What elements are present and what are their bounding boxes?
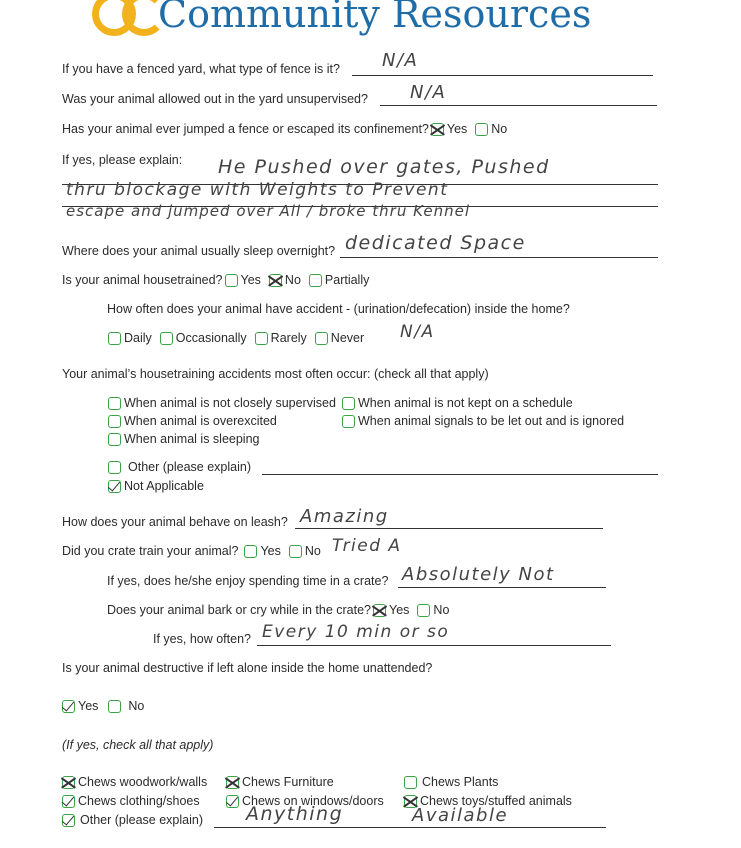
escape-yes-checkbox[interactable] xyxy=(431,123,444,136)
chews-other-option xyxy=(60,813,203,827)
chews-other-answer-1[interactable]: Anything xyxy=(246,803,344,825)
chews-furniture-label: Chews Furniture xyxy=(242,775,334,789)
crate-often-line xyxy=(257,645,611,646)
housetrained-partially-checkbox[interactable] xyxy=(309,274,322,287)
signals-ignored-checkbox[interactable] xyxy=(342,415,355,428)
destructive-no-checkbox[interactable] xyxy=(108,700,121,713)
crate-question: Did you crate train your animal? xyxy=(62,544,239,558)
destructive-question: Is your animal destructive if left alone inside the home unattended? xyxy=(62,661,433,675)
accidents-freq-options xyxy=(106,331,370,345)
chews-plants-option xyxy=(402,775,498,789)
escape-yes-label: Yes xyxy=(446,122,468,136)
chews-other-label: Other (please explain) xyxy=(80,813,203,827)
signals-ignored-label: When animal signals to be let out and is ignored xyxy=(358,414,625,428)
crate-bark-yes-checkbox[interactable] xyxy=(373,604,386,617)
accidents-when-question: Your animal’s housetraining accidents most often occur: (check all that apply) xyxy=(62,367,489,381)
other-accident-checkbox[interactable] xyxy=(108,461,121,474)
crate-row xyxy=(62,544,321,558)
chews-clothing-option xyxy=(60,794,200,808)
no-schedule-checkbox[interactable] xyxy=(342,397,355,410)
destructive-yes-label: Yes xyxy=(78,699,99,713)
fence-answer[interactable]: N/A xyxy=(382,50,419,71)
housetrained-row xyxy=(62,273,369,287)
crate-often-answer[interactable]: Every 10 min or so xyxy=(262,622,450,642)
housetrained-question: Is your animal housetrained? xyxy=(62,273,223,287)
chews-windows-label: Chews on windows/doors xyxy=(242,794,384,808)
other-accident-line xyxy=(262,474,658,475)
explain-answer-2[interactable]: thru blockage with Weights to Prevent xyxy=(66,180,449,200)
occasionally-label: Occasionally xyxy=(175,331,247,345)
crate-handwritten[interactable]: Tried A xyxy=(332,536,402,556)
chews-other-answer-2[interactable]: Available xyxy=(412,805,509,826)
sleep-answer-line xyxy=(340,257,658,258)
overexcited-label: When animal is overexcited xyxy=(124,414,277,428)
page-title: Community Resources xyxy=(158,0,592,36)
chews-clothing-label: Chews clothing/shoes xyxy=(78,794,200,808)
no-schedule-option xyxy=(340,396,573,410)
unsupervised-answer-line xyxy=(380,105,657,106)
crate-bark-row xyxy=(107,603,449,617)
not-applicable-checkbox[interactable] xyxy=(108,480,121,493)
other-accident-label: Other (please explain) xyxy=(128,460,251,474)
crate-yes-checkbox[interactable] xyxy=(244,545,257,558)
unsupervised-question: Was your animal allowed out in the yard unsupervised? xyxy=(62,92,368,106)
rarely-label: Rarely xyxy=(270,331,307,345)
crate-often-question: If yes, how often? xyxy=(153,632,251,646)
crate-enjoy-line xyxy=(398,587,606,588)
housetrained-partially-label: Partially xyxy=(324,273,370,287)
header xyxy=(92,0,591,36)
chews-woodwork-option xyxy=(60,775,207,789)
crate-bark-yes-label: Yes xyxy=(389,603,410,617)
sleeping-checkbox[interactable] xyxy=(108,433,121,446)
crate-no-label: No xyxy=(304,544,321,558)
not-supervised-option xyxy=(106,396,336,410)
destructive-yes-checkbox[interactable] xyxy=(62,700,75,713)
destructive-options xyxy=(60,699,144,713)
never-checkbox[interactable] xyxy=(315,332,328,345)
leash-question: How does your animal behave on leash? xyxy=(62,515,288,529)
chews-other-checkbox[interactable] xyxy=(62,814,75,827)
crate-bark-no-checkbox[interactable] xyxy=(417,604,430,617)
not-applicable-option xyxy=(106,479,204,493)
no-schedule-label: When animal is not kept on a schedule xyxy=(358,396,573,410)
not-applicable-label: Not Applicable xyxy=(124,479,204,493)
overexcited-checkbox[interactable] xyxy=(108,415,121,428)
explain-answer-1[interactable]: He Pushed over gates, Pushed xyxy=(218,156,550,178)
escape-row xyxy=(62,122,507,136)
crate-no-checkbox[interactable] xyxy=(289,545,302,558)
rarely-checkbox[interactable] xyxy=(255,332,268,345)
housetrained-no-label: No xyxy=(284,273,301,287)
other-accident-option xyxy=(106,460,251,474)
crate-bark-no-label: No xyxy=(433,603,450,617)
chews-plants-checkbox[interactable] xyxy=(404,776,417,789)
occasionally-checkbox[interactable] xyxy=(160,332,173,345)
never-label: Never xyxy=(330,331,365,345)
chews-toys-label: Chews toys/stuffed animals xyxy=(420,794,572,808)
logo-icon xyxy=(92,0,166,36)
daily-checkbox[interactable] xyxy=(108,332,121,345)
crate-enjoy-answer[interactable]: Absolutely Not xyxy=(402,564,555,585)
chews-other-line xyxy=(214,827,606,828)
not-supervised-checkbox[interactable] xyxy=(108,397,121,410)
not-supervised-label: When animal is not closely supervised xyxy=(124,396,336,410)
explain-question: If yes, please explain: xyxy=(62,153,183,167)
leash-answer-line xyxy=(295,528,603,529)
sleeping-label: When animal is sleeping xyxy=(124,432,260,446)
fence-question: If you have a fenced yard, what type of fence is it? xyxy=(62,62,340,76)
escape-no-checkbox[interactable] xyxy=(475,123,488,136)
overexcited-option xyxy=(106,414,277,428)
crate-yes-label: Yes xyxy=(260,544,281,558)
crate-enjoy-question: If yes, does he/she enjoy spending time in a crate? xyxy=(107,574,389,588)
crate-bark-question: Does your animal bark or cry while in the crate? xyxy=(107,603,372,617)
chews-plants-label: Chews Plants xyxy=(422,775,499,789)
chews-woodwork-checkbox[interactable] xyxy=(62,776,75,789)
daily-label: Daily xyxy=(124,331,152,345)
housetrained-no-checkbox[interactable] xyxy=(269,274,282,287)
chews-woodwork-label: Chews woodwork/walls xyxy=(78,775,208,789)
sleep-question: Where does your animal usually sleep overnight? xyxy=(62,244,336,258)
chews-clothing-checkbox[interactable] xyxy=(62,795,75,808)
accidents-freq-handwritten[interactable]: N/A xyxy=(400,322,435,342)
fence-answer-line xyxy=(352,75,653,76)
check-all-note: (If yes, check all that apply) xyxy=(62,738,214,752)
chews-windows-checkbox[interactable] xyxy=(226,795,239,808)
leash-answer[interactable]: Amazing xyxy=(300,506,389,527)
unsupervised-answer[interactable]: N/A xyxy=(410,82,447,103)
accidents-freq-question: How often does your animal have accident - (urination/defecation) inside the home? xyxy=(107,302,570,316)
escape-no-label: No xyxy=(491,122,508,136)
sleeping-option xyxy=(106,432,260,446)
destructive-no-label: No xyxy=(128,699,145,713)
chews-furniture-checkbox[interactable] xyxy=(226,776,239,789)
sleep-answer[interactable]: dedicated Space xyxy=(345,232,526,254)
escape-question: Has your animal ever jumped a fence or escaped its confinement? xyxy=(62,122,429,136)
explain-answer-3[interactable]: escape and jumped over All / broke thru Kennel xyxy=(66,202,471,220)
signals-ignored-option xyxy=(340,414,624,428)
housetrained-yes-label: Yes xyxy=(240,273,261,287)
chews-furniture-option xyxy=(224,775,334,789)
housetrained-yes-checkbox[interactable] xyxy=(225,274,238,287)
